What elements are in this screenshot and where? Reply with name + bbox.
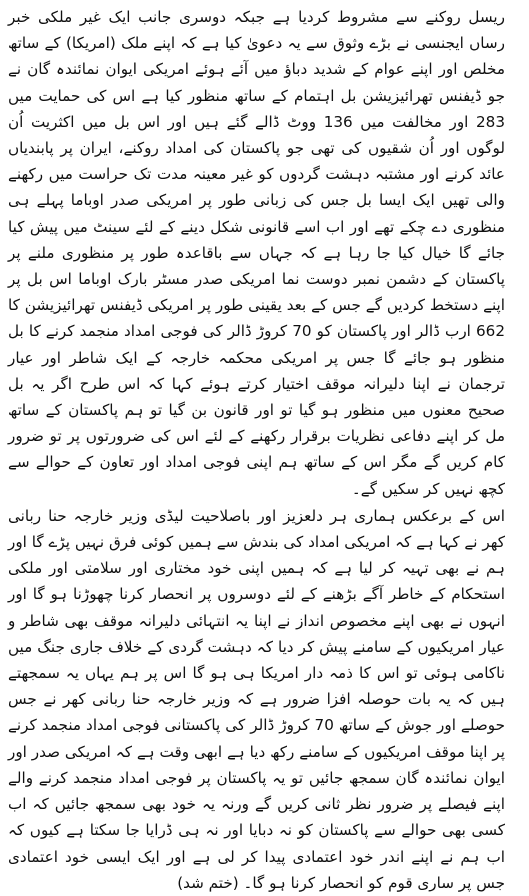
article-paragraph-2: اس کے برعکس ہماری ہر دلعزیز اور باصلاحیت لیڈی وزیر خارجہ حنا ربانی کھر نے کہا ہے کہ امریکی امداد کی بندش سے ہمیں کوئی فرق نہیں پڑے گا اور ہم نے بھی تہیہ کر لیا ہے کہ ہمیں اپنی خود مختاری اور سلامتی اور ملکی استحکام کے خاطر آگے بڑھنے کے لئے دوسروں پر انحصار کرنا چھوڑنا ہو گا اور انہوں نے بھی اپنے مخصوص انداز نے اپنا یہ انتہائی دلیرانہ موقف بھی شاطر و عیار امریکیوں کے سامنے پیش کر دیا کہ دہشت گردی کے خلاف جاری جنگ میں ناکامی ہوئی تو اس کا ذمہ دار امریکا ہی ہو گا اس پر ہم یہاں یہ سمجھتے ہیں کہ یہ بات حوصلہ افزا ضرور ہے کہ وزیر خارجہ حنا ربانی کھر نے جس حوصلے اور جوش کے ساتھ 70 کروڑ ڈالر کی پاکستانی فوجی امداد منجمد کرنے پر اپنا موقف امریکیوں کے سامنے رکھ دیا ہے ابھی وقت ہے کہ امریکی صدر اور ایوان نمائندہ گان سمجھ جائیں تو یہ پاکستان پر فوجی امداد منجمد کرنے والے اپنے فیصلے پر ضرور نظر ثانی کریں گے ورنہ یہ خود بھی سمجھ جائیں کہ اب کسی بھی حوالے سے پاکستان کو نہ دبایا اور نہ ہی ڈرایا جا سکتا ہے کیوں کہ اب ہم نے اپنے اندر خود اعتمادی پیدا کر لی ہے اور ایک ایسی خود اعتمادی جس پر ساری قوم کو انحصار کرنا ہو گا۔ (ختم شد) xyxy=(8,506,505,892)
article-paragraph-1: ریسل روکنے سے مشروط کردیا ہے جبکہ دوسری جانب ایک غیر ملکی خبر رساں ایجنسی نے بڑے وثوق سے یہ دعویٰ کیا ہے کہ اپنے ملک (امریکا) کے ساتھ مخلص اور اپنے عوام کے شدید دباؤ میں آئے ہوئے امریکی ایوان نمائندہ گان نے جو ڈیفنس تھرائیزیشن بل اہتمام کے ساتھ منظور کیا ہے اس کی حمایت میں 283 اور مخالفت میں 136 ووٹ ڈالے گئے ہیں اور اس بل میں اکثریت اُن لوگوں اور اُن شقیوں کی تھی جو پاکستان کی امداد روکنے، ایران پر پابندیاں عائد کرنے اور مشتبہ دہشت گردوں کو غیر معینہ مدت تک حراست میں رکھنے والی تھیں ایک ایسا بل جس کی زبانی طور پر امریکی صدر اوباما پہلے ہی منظوری دے چکے تھے اور اب اسے قانونی شکل دینے کے لئے سینٹ میں پیش کیا جائے گا خیال کیا جا رہا ہے کہ جہاں سے باقاعدہ طور پر منظوری ملنے پر پاکستان کے دشمن نمبر دوست نما امریکی صدر مسٹر بارک اوباما اس بل پر اپنے دستخط کردیں گے جس کے بعد یقینی طور پر امریکی ڈیفنس تھرائیزیشن کا 662 ارب ڈالر اور پاکستان کو 70 کروڑ ڈالر کی فوجی امداد منجمد کرنے کا بل منظور ہو جائے گا جس پر امریکی محکمہ خارجہ کے ایک شاطر اور عیار ترجمان نے اپنا دلیرانہ موقف اختیار کرتے ہوئے کہا کہ اس طرح اگر یہ بل صحیح معنوں میں منظور ہو گیا تو اور قانون بن گیا تو ہم پاکستان کے ساتھ مل کر اپنے دفاعی نظریات برقرار رکھنے کے لئے اس کی ضرورتوں پر تو ضرور کام کریں گے مگر اس کے ساتھ ہم اپنی فوجی امداد اور تعاون کے حوالے سے کچھ نہیں کر سکیں گے۔ xyxy=(8,8,505,498)
